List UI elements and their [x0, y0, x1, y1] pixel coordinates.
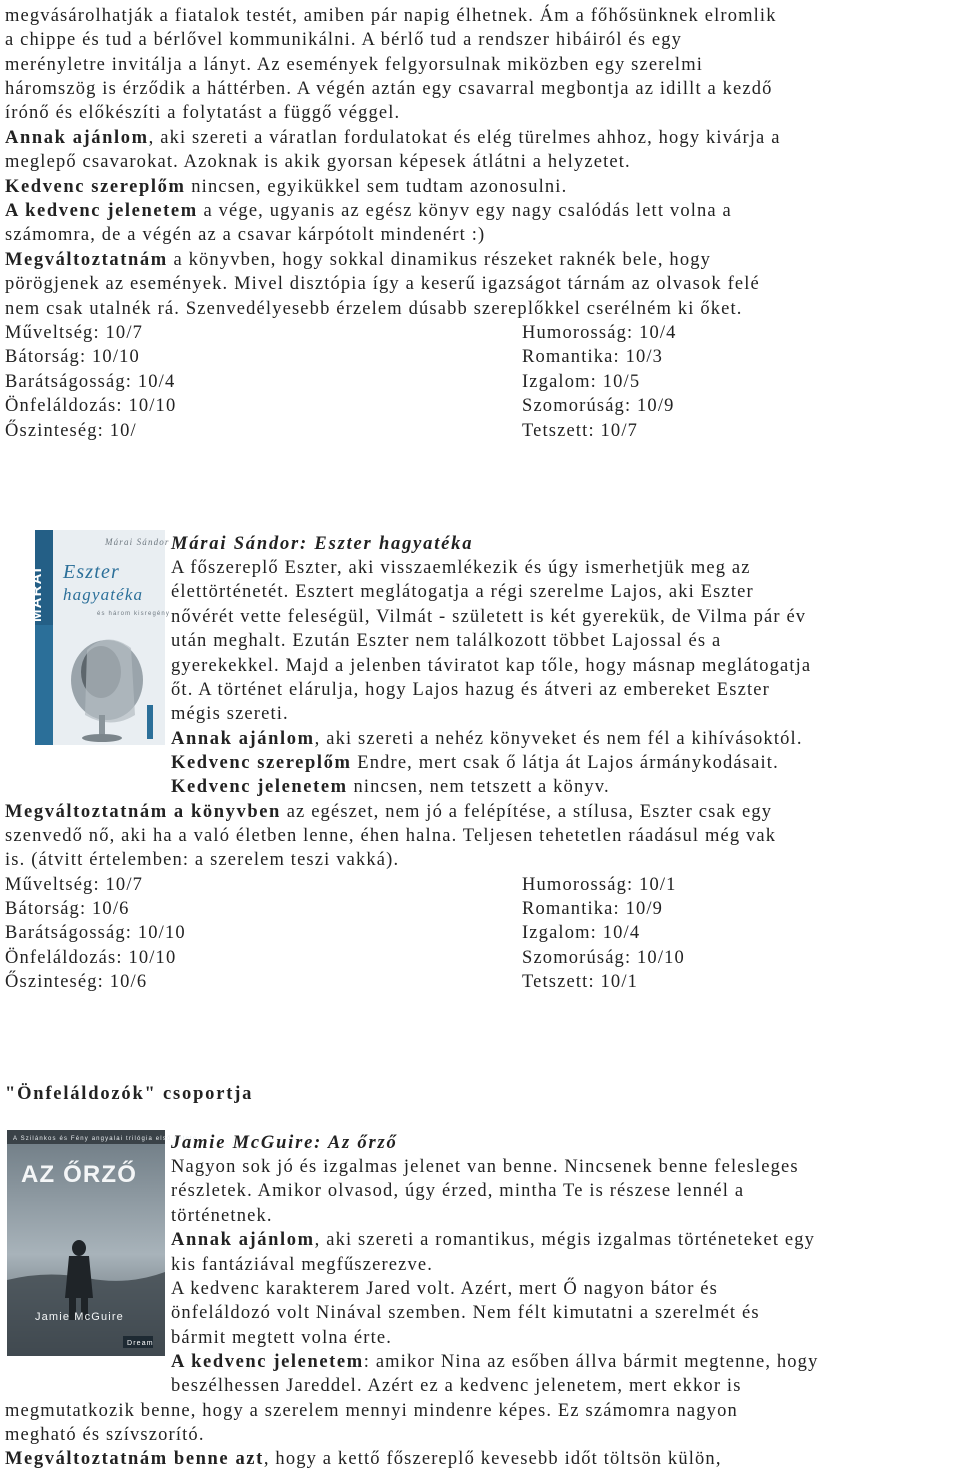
bold-phrase: Megváltoztatnám — [5, 250, 168, 270]
rating-right: Izgalom: 10/4 — [522, 923, 641, 943]
bold-phrase: Megváltoztatnám a könyvben — [5, 802, 281, 822]
rating-left: Önfeláldozás: 10/10 — [5, 396, 177, 416]
rating-left: Bátorság: 10/10 — [5, 347, 140, 367]
text-span: nincsen, egyikükkel sem tudtam azonosulni. — [185, 177, 568, 197]
rating-right: Romantika: 10/9 — [522, 899, 664, 919]
book-cover-az-orzo — [7, 1130, 198, 1356]
text-line: merényletre invitálja a lányt. Az események felgyorsulnak miközben egy szerelmi — [5, 55, 704, 75]
text-line — [5, 199, 732, 223]
text-line: mégis szereti. — [171, 704, 289, 724]
rating-left: Barátságosság: 10/10 — [5, 923, 186, 943]
bold-phrase: Kedvenc szereplőm — [5, 177, 186, 197]
text-line: megmutatkozik benne, hogy a szerelem mennyi mindenre képes. Ez számomra nagyon — [5, 1401, 738, 1421]
text-line — [5, 175, 567, 199]
text-line: beszélhessen Jareddel. Azért ez a kedvenc jelenetem, mert ekkor is — [171, 1376, 742, 1396]
bold-phrase: Kedvenc jelenetem — [171, 777, 348, 797]
rating-left: Önfeláldozás: 10/10 — [5, 948, 177, 968]
rating-left: Bátorság: 10/6 — [5, 899, 130, 919]
rating-left: Barátságosság: 10/4 — [5, 372, 176, 392]
text-line: gyerekekkel. Majd a jelenben táviratot kap tőle, hogy másnap meglátogatja — [171, 656, 812, 676]
rating-left: Őszinteség: 10/ — [5, 421, 137, 441]
rating-right: Tetszett: 10/7 — [522, 421, 639, 441]
cover-publisher: MÁRAI — [28, 567, 45, 622]
text-line: önfeláldozó volt Ninával szemben. Nem félt kimutatni a szerelmét és — [171, 1303, 760, 1323]
text-span: Endre, mert csak ő látja át Lajos ármánykodásait. — [351, 753, 779, 773]
rating-right: Szomorúság: 10/9 — [522, 396, 675, 416]
text-span: : amikor Nina az esőben állva bármit megtenne, hogy — [363, 1352, 819, 1372]
text-line: szenvedő nő, aki ha a való életben lenne, éhen halna. Teljesen tehetetlen ráadásul még vak — [5, 826, 777, 846]
rating-left: Műveltség: 10/7 — [5, 323, 144, 343]
text-line: őt. A történet elárulja, hogy Lajos hazug és átveri az embereket Eszter — [171, 680, 770, 700]
text-line — [171, 1228, 815, 1252]
rating-right: Tetszett: 10/1 — [522, 972, 639, 992]
text-line: megvásárolhatják a fiatalok testét, amiben pár napig élhetnek. Ám a főhősünknek elromlik — [5, 6, 777, 26]
cover-tagline: A Szilánkos és Fény angyalai trilógia első kötete — [13, 1136, 198, 1142]
cover-series: Márai Sándor — [105, 537, 170, 547]
bold-phrase: Kedvenc szereplőm — [171, 753, 352, 773]
text-line: háromszög is érződik a háttérben. A végén aztán egy csavarral megbontja az idillt a kezdő — [5, 79, 773, 99]
bold-phrase: A kedvenc jelenetem — [5, 201, 198, 221]
text-line: bármit megtett volna érte. — [171, 1328, 392, 1348]
text-line — [5, 126, 781, 150]
cover-publisher: Dream — [127, 1340, 154, 1347]
text-line: nővérét vette feleségül, Vilmát - született is két gyerekük, de Vilma pár év — [171, 607, 807, 627]
text-line — [5, 248, 711, 272]
text-line: élettörténetét. Esztert meglátogatja a régi szerelme Lajos, aki Eszter — [171, 582, 754, 602]
cover-illustration — [28, 530, 171, 745]
text-line: meglepő csavarokat. Azoknak is akik gyorsan képesek átlátni a helyzetet. — [5, 152, 631, 172]
text-span: , aki szereti a nehéz könyveket és nem fél a kihívásoktól. — [314, 729, 803, 749]
bold-phrase: Annak ajánlom — [5, 128, 149, 148]
text-line: pörögjenek az események. Mivel disztópia így a keserű igazságot tárnám az olvasok felé — [5, 274, 760, 294]
text-span: , aki szereti a váratlan fordulatokat és elég türelmes ahhoz, hogy kivárja a — [148, 128, 781, 148]
text-line: után meghalt. Ezután Eszter nem találkozott többet Lajossal és a — [171, 631, 722, 651]
cover-title-1: Eszter — [63, 561, 120, 583]
text-line: részletek. Amikor olvasod, úgy érzed, mintha Te is részese lennél a — [171, 1181, 745, 1201]
text-line: Nagyon sok jó és izgalmas jelenet van benne. Nincsenek benne felesleges — [171, 1157, 799, 1177]
text-line — [5, 1447, 722, 1471]
text-line: történetnek. — [171, 1206, 273, 1226]
book-title: Márai Sándor: Eszter hagyatéka — [171, 534, 474, 554]
text-span: , hogy a kettő főszereplő kevesebb időt töltsön külön, — [263, 1449, 722, 1469]
text-line: A kedvenc karakterem Jared volt. Azért, mert Ő nagyon bátor és — [171, 1279, 718, 1299]
cover-illustration — [7, 1130, 198, 1356]
text-line: a chippe és tud a bérlővel kommunikálni. A bérlő tud a rendszer hibáiról és egy — [5, 30, 683, 50]
cover-title-2: hagyatéka — [63, 585, 144, 604]
text-line: számomra, de a végén az a csavar kárpótolt mindenért :) — [5, 225, 486, 245]
book-cover-eszter — [28, 530, 171, 745]
rating-right: Romantika: 10/3 — [522, 347, 664, 367]
text-line: írónő és előkészíti a folytatást a függő véggel. — [5, 103, 401, 123]
rating-right: Szomorúság: 10/10 — [522, 948, 685, 968]
bold-phrase: Megváltoztatnám benne azt — [5, 1449, 264, 1469]
text-span: az egészet, nem jó a felépítése, a stílusa, Eszter csak egy — [280, 802, 773, 822]
rating-left: Őszinteség: 10/6 — [5, 972, 148, 992]
bold-phrase: Annak ajánlom — [171, 729, 315, 749]
text-line — [5, 800, 772, 824]
text-line — [171, 775, 610, 799]
text-span: nincsen, nem tetszett a könyv. — [347, 777, 610, 797]
text-line — [171, 1350, 818, 1374]
text-line: nem csak utalnék rá. Szenvedélyesebb érzelem dúsabb szereplőkkel cserélném ki őket. — [5, 299, 743, 319]
text-line — [171, 751, 779, 775]
cover-author: Jamie McGuire — [35, 1311, 124, 1323]
rating-right: Humorosság: 10/1 — [522, 875, 677, 895]
text-line: megható és szívszorító. — [5, 1425, 205, 1445]
cover-title: AZ ŐRZŐ — [21, 1161, 138, 1188]
cover-subtitle: és három kisregény — [97, 611, 171, 617]
bold-phrase: A kedvenc jelenetem — [171, 1352, 364, 1372]
rating-right: Izgalom: 10/5 — [522, 372, 641, 392]
text-span: , aki szereti a romantikus, mégis izgalmas történeteket egy — [314, 1230, 816, 1250]
text-line: is. (átvitt értelemben: a szerelem teszi vakká). — [5, 850, 400, 870]
text-line: kis fantáziával megfűszerezve. — [171, 1255, 434, 1275]
book-title: Jamie McGuire: Az őrző — [171, 1133, 398, 1153]
bold-phrase: Annak ajánlom — [171, 1230, 315, 1250]
rating-left: Műveltség: 10/7 — [5, 875, 144, 895]
group-heading: "Önfeláldozók" csoportja — [5, 1084, 254, 1104]
rating-right: Humorosság: 10/4 — [522, 323, 677, 343]
text-line: A főszereplő Eszter, aki visszaemlékezik és úgy ismerhetjük meg az — [171, 558, 751, 578]
text-span: a vége, ugyanis az egész könyv egy nagy csalódás lett volna a — [197, 201, 732, 221]
text-span: a könyvben, hogy sokkal dinamikus részeket raknék bele, hogy — [167, 250, 712, 270]
text-line — [171, 727, 803, 751]
